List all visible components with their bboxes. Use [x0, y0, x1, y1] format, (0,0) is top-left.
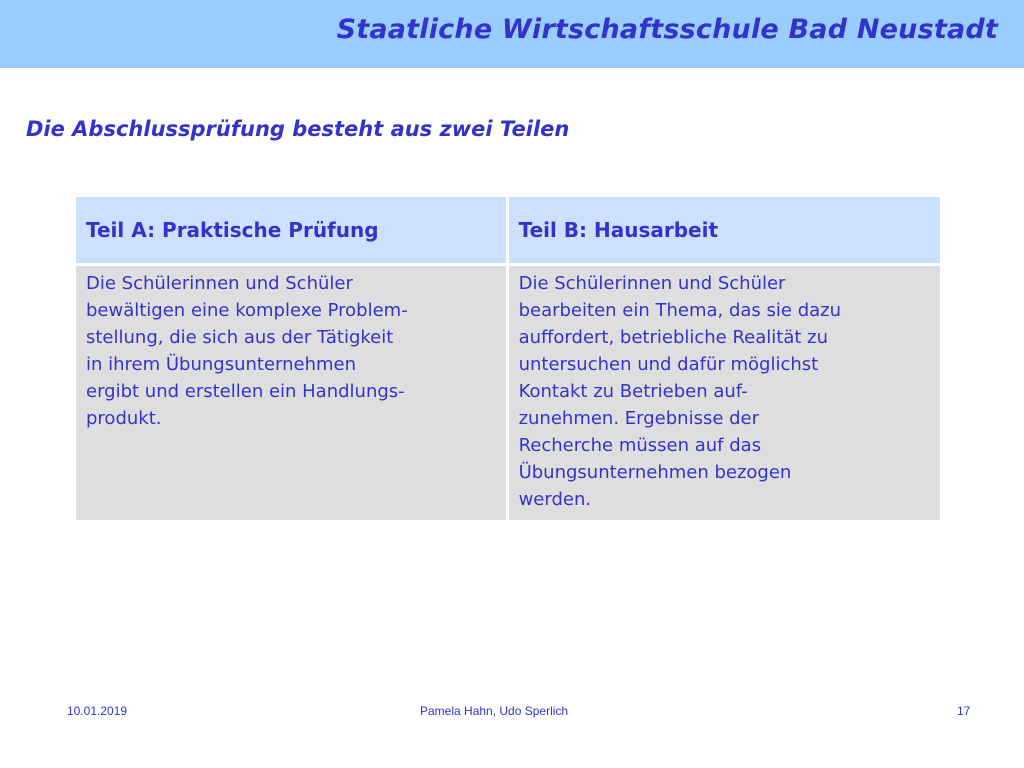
cell-teil-b-text: Die Schülerinnen und Schüler bearbeiten ein Thema, das sie dazu auffordert, betriebliche Realität zu untersuchen und dafür möglichst Kontakt zu Betrieben auf- zunehmen. Ergebnisse der Recherche müssen auf das Übungsunternehmen bezogen werden.	[518, 273, 842, 510]
footer-date: 10.01.2019	[67, 704, 128, 718]
header-teil-a: Teil A: Praktische Prüfung	[76, 197, 509, 266]
header-teil-b: Teil B: Hausarbeit	[509, 197, 940, 266]
footer-authors: Pamela Hahn, Udo Sperlich	[420, 704, 569, 718]
table-header-row	[76, 197, 940, 266]
slide-subtitle: Die Abschlussprüfung besteht aus zwei Teilen	[26, 117, 570, 141]
header-bar	[0, 0, 1024, 68]
footer-page-number: 17	[957, 704, 971, 718]
table-row	[76, 266, 940, 520]
cell-teil-b	[509, 266, 940, 520]
cell-teil-a	[76, 266, 509, 520]
cell-teil-a-text: Die Schülerinnen und Schüler bewältigen eine komplexe Problem- stellung, die sich aus der Tätigkeit in ihrem Übungsunternehmen ergibt und erstellen ein Handlungs- produkt.	[86, 273, 408, 429]
school-title: Staatliche Wirtschaftsschule Bad Neustadt	[336, 14, 998, 45]
exam-parts-table	[76, 197, 940, 520]
